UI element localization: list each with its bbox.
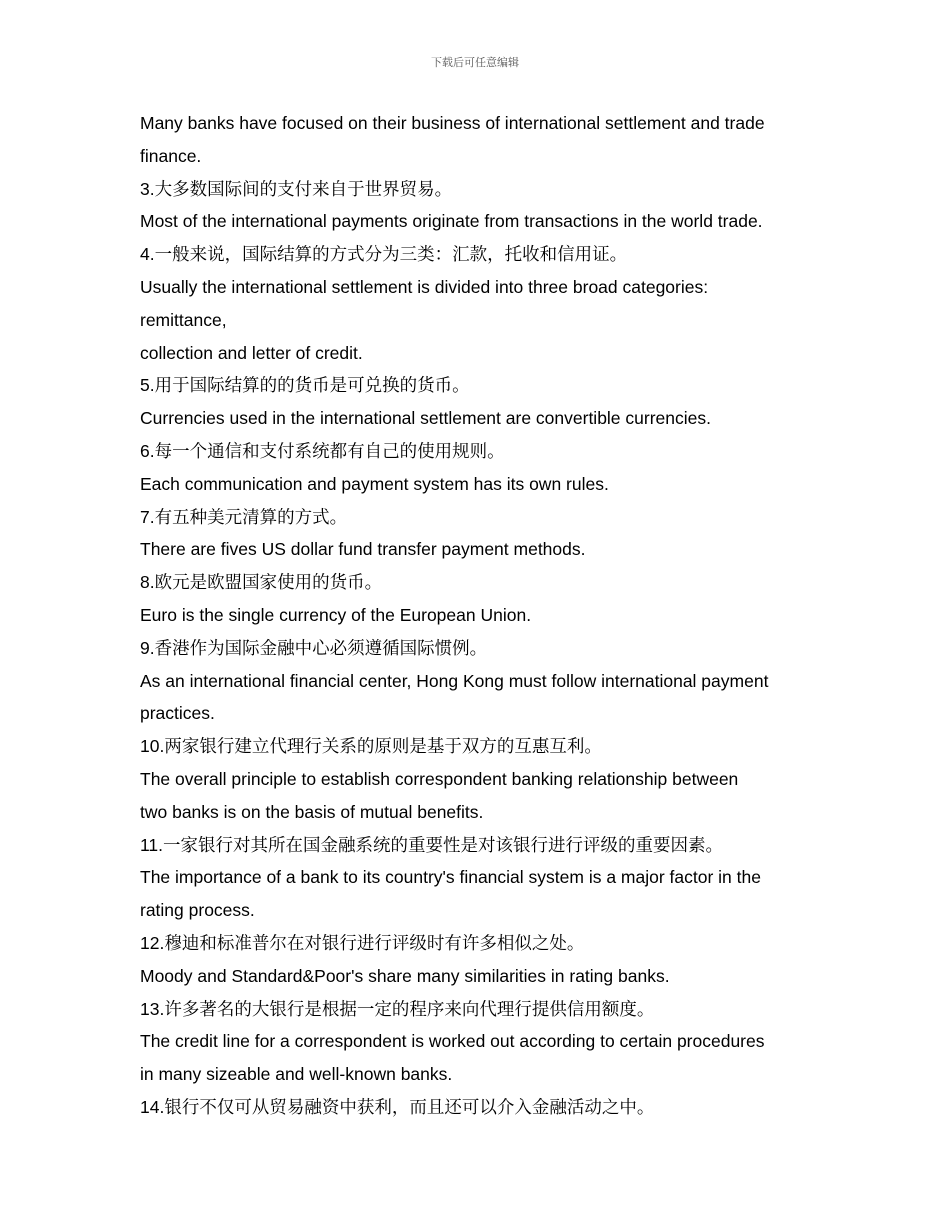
text-line: 9.香港作为国际金融中心必须遵循国际惯例。 [140,637,488,658]
text-line: finance. [140,145,202,166]
text-line: 3.大多数国际间的支付来自于世界贸易。 [140,178,453,199]
text-line: 14.银行不仅可从贸易融资中获利，而且还可以介入金融活动之中。 [140,1096,655,1117]
text-line: 6.每一个通信和支付系统都有自己的使用规则。 [140,440,505,461]
text-line: Many banks have focused on their business of international settlement and trade [140,113,765,133]
text-line: 10.两家银行建立代理行关系的原则是基于双方的互惠互利。 [140,736,602,757]
text-line: collection and letter of credit. [140,342,363,363]
text-line: 11.一家银行对其所在国金融系统的重要性是对该银行进行评级的重要因素。 [140,834,724,855]
text-line: 7.有五种美元清算的方式。 [140,506,348,527]
text-line: 13.许多著名的大银行是根据一定的程序来向代理行提供信用额度。 [140,998,655,1019]
text-line: Each communication and payment system has its own rules. [140,473,609,494]
text-line: The overall principle to establish correspondent banking relationship between [140,768,739,789]
text-line: remittance, [140,309,227,330]
text-line: There are fives US dollar fund transfer payment methods. [140,539,586,560]
text-line: Most of the international payments originate from transactions in the world trade. [140,211,763,232]
text-line: 12.穆迪和标准普尔在对银行进行评级时有许多相似之处。 [140,932,585,953]
text-line: Usually the international settlement is divided into three broad categories: [140,276,709,297]
text-line: practices. [140,703,215,724]
text-line: The credit line for a correspondent is worked out according to certain procedures [140,1031,765,1052]
page-header: 下载后可任意编辑 [431,56,519,69]
text-line: 5.用于国际结算的的货币是可兑换的货币。 [140,375,470,396]
text-line: 4.一般来说，国际结算的方式分为三类：汇款，托收和信用证。 [140,244,628,265]
text-line: in many sizeable and well-known banks. [140,1064,453,1085]
text-line: rating process. [140,900,255,921]
text-line: As an international financial center, Hong Kong must follow international payment [140,670,769,691]
text-line: 8.欧元是欧盟国家使用的货币。 [140,572,383,593]
text-line: Moody and Standard&Poor's share many similarities in rating banks. [140,965,670,986]
document-body [140,107,830,1124]
text-line: Currencies used in the international settlement are convertible currencies. [140,408,711,429]
text-line: two banks is on the basis of mutual benefits. [140,801,484,822]
text-line: The importance of a bank to its country's financial system is a major factor in the [140,867,761,888]
text-line: Euro is the single currency of the European Union. [140,604,532,625]
